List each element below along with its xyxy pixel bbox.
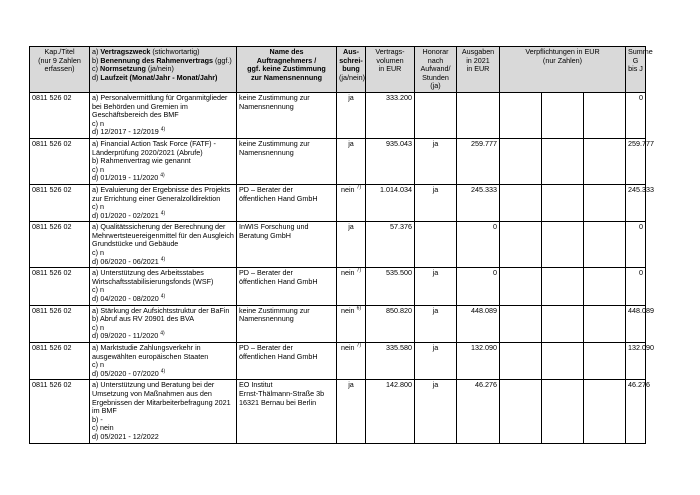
cell-summe: 132.090 — [626, 343, 646, 380]
header-ausschreibung: Aus- schrei- bung (ja/nein) — [337, 47, 366, 93]
cell-summe: 0 — [626, 92, 646, 138]
cell-kap-titel: 0811 526 02 — [30, 268, 90, 305]
cell-verpflichtung-3 — [584, 380, 626, 443]
cell-auftragnehmer: EO Institut Ernst-Thälmann-Straße 3b 16321 Bernau bei Berlin — [237, 380, 337, 443]
table-row — [30, 305, 646, 342]
cell-kap-titel: 0811 526 02 — [30, 305, 90, 342]
header-row — [30, 47, 646, 93]
table-row — [30, 268, 646, 305]
cell-auftragnehmer: PD – Berater der öffentlichen Hand GmbH — [237, 184, 337, 221]
cell-honorar: ja — [415, 343, 457, 380]
cell-summe: 259.777 — [626, 138, 646, 184]
cell-verpflichtung-2 — [542, 92, 584, 138]
cell-verpflichtung-3 — [584, 305, 626, 342]
cell-summe: 0 — [626, 268, 646, 305]
cell-ausgaben: 245.333 — [457, 184, 500, 221]
cell-verpflichtung-2 — [542, 305, 584, 342]
footnote-marker: 4) — [160, 210, 166, 217]
cell-vertrag: a) Evaluierung der Ergebnisse des Projekts zur Errichtung einer Generalzolldirektion c) n d) 01/2020 - 02/2021 $^{4)}$ — [90, 184, 237, 221]
cell-ausgaben: 0 — [457, 222, 500, 268]
cell-honorar: ja — [415, 268, 457, 305]
cell-summe: 0 — [626, 222, 646, 268]
table-body — [30, 92, 654, 443]
cell-honorar: ja — [415, 305, 457, 342]
table-row — [30, 184, 646, 221]
cell-vertragsvolumen: 935.043 — [366, 138, 415, 184]
cell-ausschreibung: ja — [337, 92, 366, 138]
footnote-marker: 4) — [160, 293, 166, 300]
cell-verpflichtung-3 — [584, 184, 626, 221]
cell-honorar — [415, 92, 457, 138]
cell-vertragsvolumen: 142.800 — [366, 380, 415, 443]
cell-auftragnehmer: PD – Berater der öffentlichen Hand GmbH — [237, 268, 337, 305]
header-honorar: Honorar nach Aufwand/ Stunden (ja) — [415, 47, 457, 93]
cell-vertragsvolumen: 1.014.034 — [366, 184, 415, 221]
table-row — [30, 92, 646, 138]
cell-vertragsvolumen: 333.200 — [366, 92, 415, 138]
cell-ausschreibung: ja — [337, 380, 366, 443]
cell-vertrag: a) Qualitätssicherung der Berechnung der Mehrwertsteuereigenmittel für den Ausgleich Grundstücke und Gebäude c) n d) 06/2020 - 06/2021 $^{4)}$ — [90, 222, 237, 268]
cell-summe: 245.333 — [626, 184, 646, 221]
header-vertrag: a) Vertragszweck (stichwortartig) b) Benennung des Rahmenvertrags (ggf.) c) Normsetzung (ja/nein) d) Laufzeit (Monat/Jahr - Monat/Jahr) — [90, 47, 237, 93]
cell-ausschreibung: ja — [337, 138, 366, 184]
footnote-marker: 7) — [356, 267, 362, 274]
cell-kap-titel: 0811 526 02 — [30, 92, 90, 138]
footnote-marker: 7) — [356, 342, 362, 349]
cell-summe: 46.276 — [626, 380, 646, 443]
header-verpflichtungen: Verpflichtungen in EUR (nur Zahlen) — [500, 47, 626, 93]
cell-ausgaben: 259.777 — [457, 138, 500, 184]
cell-verpflichtung-2 — [542, 343, 584, 380]
cell-auftragnehmer: keine Zustimmung zur Namensnennung — [237, 138, 337, 184]
cell-vertrag: a) Unterstützung des Arbeitsstabes Wirtschaftsstabilisierungsfonds (WSF) c) n d) 04/2020 - 08/2020 $^{4)}$ — [90, 268, 237, 305]
cell-vertragsvolumen: 335.580 — [366, 343, 415, 380]
footnote-marker: 4) — [160, 331, 165, 338]
footnote-marker: 4) — [160, 172, 165, 179]
cell-verpflichtung-1 — [500, 92, 542, 138]
contracts-table — [29, 46, 654, 444]
cell-verpflichtung-1 — [500, 222, 542, 268]
cell-kap-titel: 0811 526 02 — [30, 222, 90, 268]
cell-auftragnehmer: keine Zustimmung zur Namensnennung — [237, 305, 337, 342]
cell-ausgaben: 46.276 — [457, 380, 500, 443]
cell-vertrag: a) Stärkung der Aufsichtsstruktur der BaFin b) Abruf aus RV 20901 des BVA c) n d) 09/2020 - 11/2020 $^{4)}$ — [90, 305, 237, 342]
footnote-marker: 6) — [356, 305, 362, 312]
cell-vertrag: a) Financial Action Task Force (FATF) - Länderprüfung 2020/2021 (Abrufe) b) Rahmenvertrag wie genannt c) n d) 01/2019 - 11/2020 $^{4)}$ — [90, 138, 237, 184]
cell-honorar: ja — [415, 380, 457, 443]
cell-verpflichtung-1 — [500, 268, 542, 305]
cell-summe: 448.089 — [626, 305, 646, 342]
cell-verpflichtung-3 — [584, 222, 626, 268]
cell-ausgaben: 0 — [457, 268, 500, 305]
table-row — [30, 380, 646, 443]
cell-vertragsvolumen: 57.376 — [366, 222, 415, 268]
cell-verpflichtung-3 — [584, 343, 626, 380]
cell-ausgaben: 132.090 — [457, 343, 500, 380]
header-name: Name des Auftragnehmers / ggf. keine Zustimmung zur Namensnennung — [237, 47, 337, 93]
cell-verpflichtung-1 — [500, 343, 542, 380]
footnote-marker: 7) — [356, 184, 362, 191]
cell-verpflichtung-2 — [542, 184, 584, 221]
footnote-marker: 4) — [160, 368, 166, 375]
cell-ausschreibung: nein $^{7)}$ — [337, 268, 366, 305]
header-volumen: Vertrags- volumen in EUR — [366, 47, 415, 93]
cell-verpflichtung-1 — [500, 305, 542, 342]
footnote-marker: 4) — [160, 126, 166, 133]
cell-auftragnehmer: PD – Berater der öffentlichen Hand GmbH — [237, 343, 337, 380]
cell-verpflichtung-2 — [542, 380, 584, 443]
cell-kap-titel: 0811 526 02 — [30, 184, 90, 221]
cell-vertragsvolumen: 535.500 — [366, 268, 415, 305]
cell-verpflichtung-1 — [500, 138, 542, 184]
table-row — [30, 138, 646, 184]
cell-kap-titel: 0811 526 02 — [30, 343, 90, 380]
cell-ausgaben — [457, 92, 500, 138]
cell-auftragnehmer: InWIS Forschung und Beratung GmbH — [237, 222, 337, 268]
table-row — [30, 222, 646, 268]
cell-vertrag: a) Unterstützung und Beratung bei der Umsetzung von Maßnahmen aus den Ergebnissen der Mitarbeiterbefragung 2021 im BMF b) - c) nein d) 05/2021 - 12/2022 — [90, 380, 237, 443]
cell-verpflichtung-1 — [500, 184, 542, 221]
cell-honorar — [415, 222, 457, 268]
cell-honorar: ja — [415, 184, 457, 221]
table-row — [30, 343, 646, 380]
header-kap: Kap./Titel (nur 9 Zahlen erfassen) — [30, 47, 90, 93]
header-ausgaben: Ausgaben in 2021 in EUR — [457, 47, 500, 93]
cell-vertrag: a) Marktstudie Zahlungsverkehr in ausgewählten europäischen Staaten c) n d) 05/2020 - 07/2020 $^{4)}$ — [90, 343, 237, 380]
cell-vertragsvolumen: 850.820 — [366, 305, 415, 342]
cell-vertrag: a) Personalvermittlung für Organmitglieder bei Behörden und Gremien im Geschäftsbereich des BMF c) n d) 12/2017 - 12/2019 $^{4)}$ — [90, 92, 237, 138]
footnote-marker: 4) — [160, 256, 166, 263]
cell-verpflichtung-2 — [542, 138, 584, 184]
cell-ausschreibung: ja — [337, 222, 366, 268]
cell-verpflichtung-3 — [584, 92, 626, 138]
cell-auftragnehmer: keine Zustimmung zur Namensnennung — [237, 92, 337, 138]
cell-verpflichtung-3 — [584, 138, 626, 184]
cell-verpflichtung-3 — [584, 268, 626, 305]
cell-ausschreibung: nein $^{7)}$ — [337, 184, 366, 221]
cell-verpflichtung-1 — [500, 380, 542, 443]
cell-kap-titel: 0811 526 02 — [30, 380, 90, 443]
cell-honorar: ja — [415, 138, 457, 184]
cell-ausschreibung: nein $^{7)}$ — [337, 343, 366, 380]
cell-ausgaben: 448.089 — [457, 305, 500, 342]
cell-kap-titel: 0811 526 02 — [30, 138, 90, 184]
cell-verpflichtung-2 — [542, 222, 584, 268]
cell-ausschreibung: nein $^{6)}$ — [337, 305, 366, 342]
header-summe: Summe G bis J — [626, 47, 646, 93]
cell-verpflichtung-2 — [542, 268, 584, 305]
